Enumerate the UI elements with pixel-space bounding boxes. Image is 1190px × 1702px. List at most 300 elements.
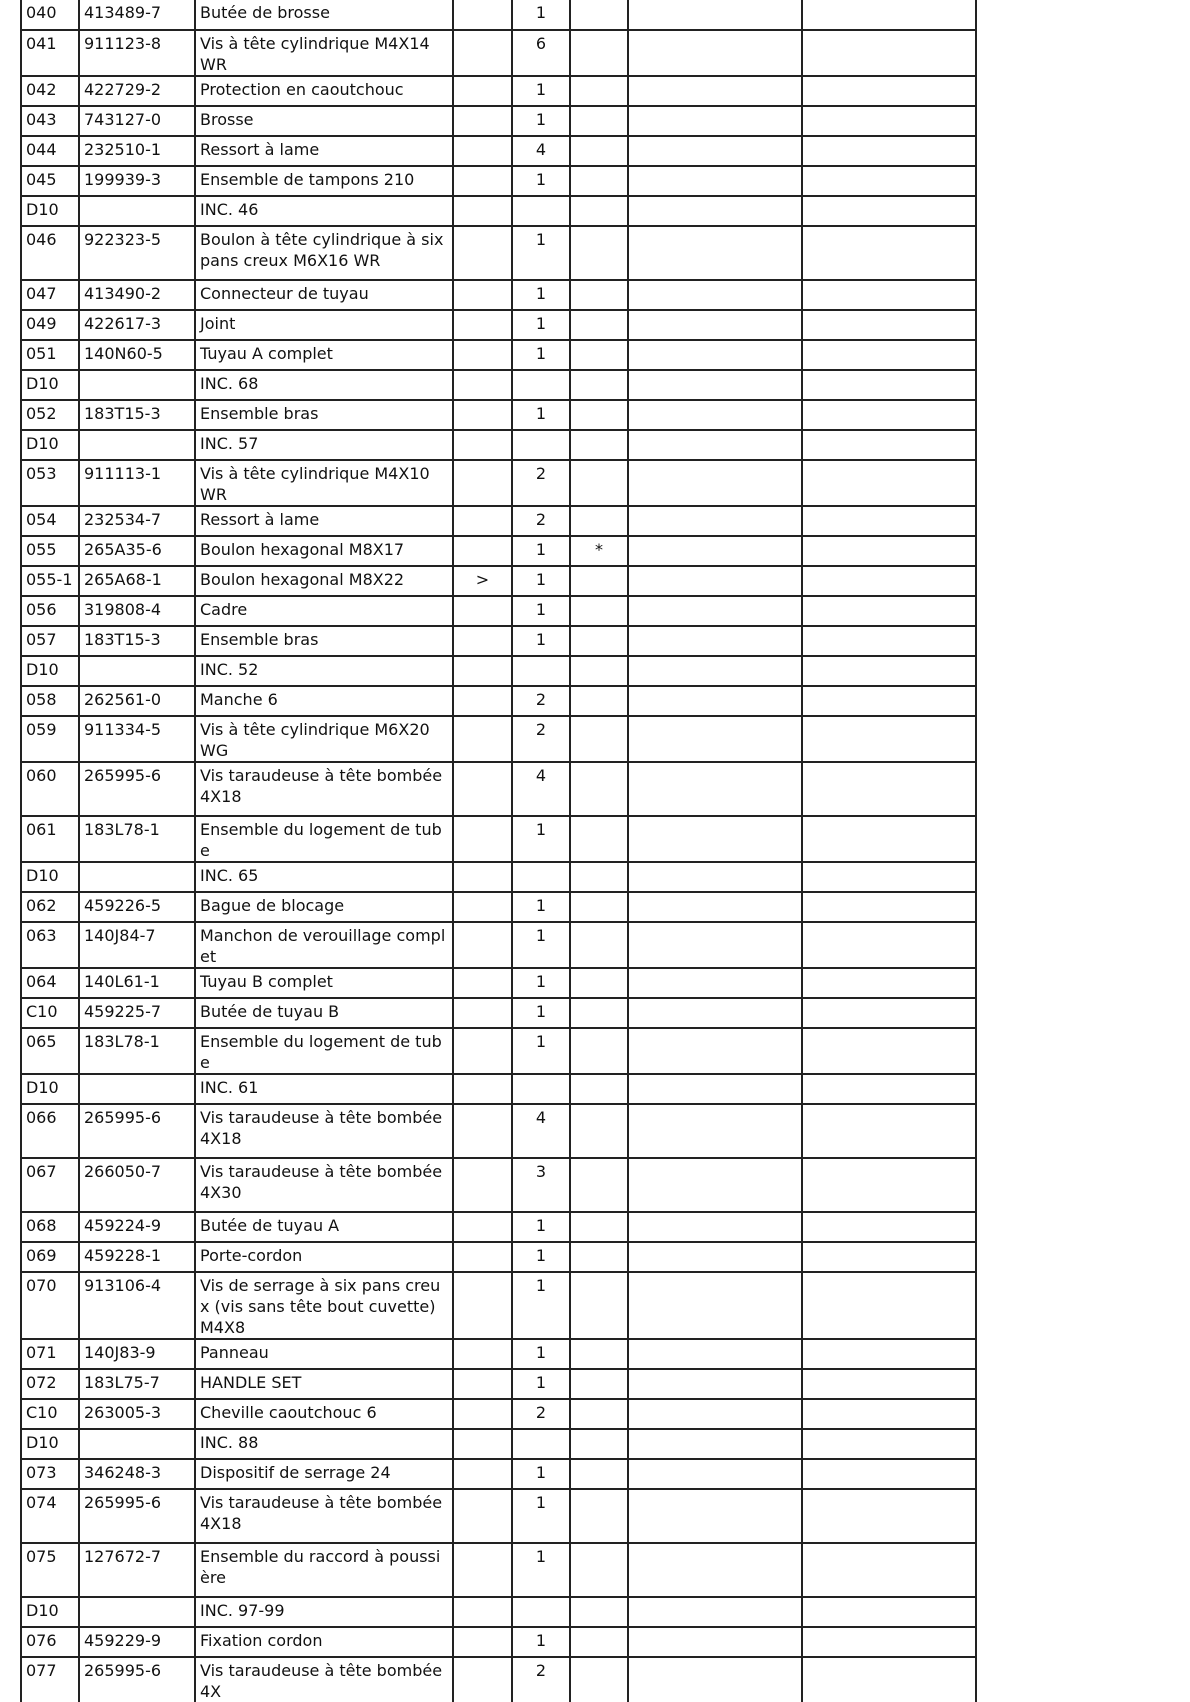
quantity-cell: 6	[512, 30, 570, 76]
quantity-cell: 2	[512, 460, 570, 506]
blank-cell	[802, 762, 976, 816]
description-cell: Porte-cordon	[195, 1242, 453, 1272]
quantity-cell: 1	[512, 1627, 570, 1657]
item-number-cell: 054	[21, 506, 79, 536]
change-indicator-cell	[453, 0, 512, 30]
change-indicator-cell	[453, 280, 512, 310]
change-indicator-cell	[453, 1657, 512, 1702]
item-number-cell: 077	[21, 1657, 79, 1702]
blank-cell	[628, 1543, 802, 1597]
table-row	[21, 106, 976, 136]
table-row	[21, 1028, 976, 1074]
change-indicator-cell	[453, 1028, 512, 1074]
description-cell: Vis taraudeuse à tête bombée 4X18	[195, 1489, 453, 1543]
note-mark-cell	[570, 1104, 628, 1158]
part-number-cell	[79, 862, 195, 892]
blank-cell	[628, 430, 802, 460]
change-indicator-cell	[453, 998, 512, 1028]
description-cell: Ensemble de tampons 210	[195, 166, 453, 196]
blank-cell	[628, 1212, 802, 1242]
change-indicator-cell	[453, 1399, 512, 1429]
change-indicator-cell	[453, 166, 512, 196]
note-mark-cell	[570, 30, 628, 76]
change-indicator-cell	[453, 1489, 512, 1543]
blank-cell	[628, 536, 802, 566]
item-number-cell: 063	[21, 922, 79, 968]
quantity-cell: 1	[512, 76, 570, 106]
description-cell: Ressort à lame	[195, 136, 453, 166]
quantity-cell	[512, 370, 570, 400]
change-indicator-cell	[453, 106, 512, 136]
item-number-cell: 043	[21, 106, 79, 136]
blank-cell	[628, 1657, 802, 1702]
table-row	[21, 1627, 976, 1657]
item-number-cell: D10	[21, 1429, 79, 1459]
description-cell: Ensemble du logement de tube	[195, 816, 453, 862]
item-number-cell: 074	[21, 1489, 79, 1543]
description-cell: Bague de blocage	[195, 892, 453, 922]
note-mark-cell	[570, 0, 628, 30]
note-mark-cell	[570, 136, 628, 166]
description-cell: Tuyau A complet	[195, 340, 453, 370]
quantity-cell: 2	[512, 1399, 570, 1429]
note-mark-cell	[570, 816, 628, 862]
table-row	[21, 566, 976, 596]
table-row	[21, 1543, 976, 1597]
item-number-cell: 055-1	[21, 566, 79, 596]
blank-cell	[802, 968, 976, 998]
parts-list-sheet	[20, 0, 977, 1702]
table-row	[21, 0, 976, 30]
parts-table	[20, 0, 977, 1702]
quantity-cell: 1	[512, 968, 570, 998]
change-indicator-cell	[453, 892, 512, 922]
description-cell: Vis taraudeuse à tête bombée 4X30	[195, 1158, 453, 1212]
blank-cell	[802, 1369, 976, 1399]
quantity-cell	[512, 430, 570, 460]
description-cell: Vis taraudeuse à tête bombée 4X	[195, 1657, 453, 1702]
description-cell: Cheville caoutchouc 6	[195, 1399, 453, 1429]
note-mark-cell	[570, 1272, 628, 1339]
part-number-cell	[79, 1074, 195, 1104]
table-row	[21, 686, 976, 716]
blank-cell	[628, 626, 802, 656]
blank-cell	[802, 536, 976, 566]
change-indicator-cell	[453, 1459, 512, 1489]
blank-cell	[802, 0, 976, 30]
blank-cell	[628, 1242, 802, 1272]
blank-cell	[628, 76, 802, 106]
note-mark-cell	[570, 1399, 628, 1429]
blank-cell	[802, 76, 976, 106]
note-mark-cell	[570, 1429, 628, 1459]
part-number-cell: 911334-5	[79, 716, 195, 762]
quantity-cell: 1	[512, 626, 570, 656]
item-number-cell: 060	[21, 762, 79, 816]
description-cell: Butée de tuyau A	[195, 1212, 453, 1242]
blank-cell	[628, 1399, 802, 1429]
change-indicator-cell	[453, 430, 512, 460]
blank-cell	[628, 1459, 802, 1489]
part-number-cell: 743127-0	[79, 106, 195, 136]
blank-cell	[628, 1158, 802, 1212]
part-number-cell: 913106-4	[79, 1272, 195, 1339]
note-mark-cell	[570, 106, 628, 136]
change-indicator-cell	[453, 1074, 512, 1104]
blank-cell	[802, 310, 976, 340]
table-row	[21, 1657, 976, 1702]
change-indicator-cell	[453, 226, 512, 280]
blank-cell	[802, 1074, 976, 1104]
note-mark-cell	[570, 686, 628, 716]
description-cell: INC. 88	[195, 1429, 453, 1459]
note-mark-cell	[570, 762, 628, 816]
note-mark-cell	[570, 280, 628, 310]
change-indicator-cell	[453, 30, 512, 76]
part-number-cell: 183L75-7	[79, 1369, 195, 1399]
change-indicator-cell	[453, 340, 512, 370]
item-number-cell: 069	[21, 1242, 79, 1272]
part-number-cell: 183T15-3	[79, 626, 195, 656]
note-mark-cell	[570, 76, 628, 106]
quantity-cell	[512, 196, 570, 226]
blank-cell	[802, 686, 976, 716]
quantity-cell: 1	[512, 1272, 570, 1339]
part-number-cell: 140L61-1	[79, 968, 195, 998]
part-number-cell: 183L78-1	[79, 816, 195, 862]
blank-cell	[628, 1597, 802, 1627]
note-mark-cell	[570, 998, 628, 1028]
blank-cell	[802, 1339, 976, 1369]
blank-cell	[802, 226, 976, 280]
part-number-cell: 232510-1	[79, 136, 195, 166]
blank-cell	[628, 686, 802, 716]
description-cell: Protection en caoutchouc	[195, 76, 453, 106]
note-mark-cell	[570, 1074, 628, 1104]
item-number-cell: 041	[21, 30, 79, 76]
note-mark-cell	[570, 1489, 628, 1543]
note-mark-cell	[570, 716, 628, 762]
table-row	[21, 460, 976, 506]
note-mark-cell	[570, 626, 628, 656]
item-number-cell: 059	[21, 716, 79, 762]
table-row	[21, 1272, 976, 1339]
description-cell: Fixation cordon	[195, 1627, 453, 1657]
quantity-cell: 1	[512, 922, 570, 968]
blank-cell	[802, 280, 976, 310]
description-cell: Panneau	[195, 1339, 453, 1369]
quantity-cell: 1	[512, 0, 570, 30]
description-cell: Ensemble du raccord à poussière	[195, 1543, 453, 1597]
table-row	[21, 998, 976, 1028]
quantity-cell	[512, 1074, 570, 1104]
part-number-cell: 413490-2	[79, 280, 195, 310]
blank-cell	[628, 460, 802, 506]
blank-cell	[628, 280, 802, 310]
part-number-cell: 265A35-6	[79, 536, 195, 566]
blank-cell	[802, 1242, 976, 1272]
blank-cell	[802, 166, 976, 196]
change-indicator-cell	[453, 536, 512, 566]
table-row	[21, 1597, 976, 1627]
table-row	[21, 1399, 976, 1429]
table-row	[21, 596, 976, 626]
description-cell: Butée de brosse	[195, 0, 453, 30]
part-number-cell: 266050-7	[79, 1158, 195, 1212]
quantity-cell	[512, 862, 570, 892]
note-mark-cell	[570, 226, 628, 280]
note-mark-cell	[570, 1627, 628, 1657]
table-row	[21, 1369, 976, 1399]
part-number-cell: 263005-3	[79, 1399, 195, 1429]
quantity-cell: 1	[512, 536, 570, 566]
table-row	[21, 280, 976, 310]
description-cell: Ensemble bras	[195, 626, 453, 656]
blank-cell	[628, 310, 802, 340]
table-row	[21, 136, 976, 166]
item-number-cell: D10	[21, 656, 79, 686]
change-indicator-cell	[453, 596, 512, 626]
item-number-cell: 075	[21, 1543, 79, 1597]
parts-table-body	[21, 0, 976, 1702]
table-row	[21, 196, 976, 226]
change-indicator-cell	[453, 1104, 512, 1158]
blank-cell	[802, 1489, 976, 1543]
table-row	[21, 1158, 976, 1212]
item-number-cell: 047	[21, 280, 79, 310]
blank-cell	[802, 626, 976, 656]
quantity-cell: 2	[512, 716, 570, 762]
description-cell: INC. 65	[195, 862, 453, 892]
description-cell: Ensemble bras	[195, 400, 453, 430]
change-indicator-cell	[453, 196, 512, 226]
description-cell: Dispositif de serrage 24	[195, 1459, 453, 1489]
part-number-cell: 199939-3	[79, 166, 195, 196]
blank-cell	[628, 506, 802, 536]
part-number-cell: 265995-6	[79, 1657, 195, 1702]
blank-cell	[802, 430, 976, 460]
part-number-cell: 183L78-1	[79, 1028, 195, 1074]
table-row	[21, 816, 976, 862]
description-cell: Cadre	[195, 596, 453, 626]
quantity-cell: 4	[512, 136, 570, 166]
change-indicator-cell	[453, 1158, 512, 1212]
table-row	[21, 1489, 976, 1543]
blank-cell	[802, 862, 976, 892]
note-mark-cell	[570, 166, 628, 196]
part-number-cell: 265995-6	[79, 1489, 195, 1543]
blank-cell	[628, 1272, 802, 1339]
quantity-cell: 1	[512, 816, 570, 862]
note-mark-cell	[570, 1597, 628, 1627]
blank-cell	[802, 136, 976, 166]
change-indicator-cell	[453, 1242, 512, 1272]
blank-cell	[628, 1489, 802, 1543]
table-row	[21, 1242, 976, 1272]
note-mark-cell	[570, 400, 628, 430]
change-indicator-cell: >	[453, 566, 512, 596]
note-mark-cell	[570, 566, 628, 596]
description-cell: Vis de serrage à six pans creux (vis sans tête bout cuvette) M4X8	[195, 1272, 453, 1339]
description-cell: Vis taraudeuse à tête bombée 4X18	[195, 762, 453, 816]
quantity-cell: 1	[512, 1242, 570, 1272]
item-number-cell: D10	[21, 370, 79, 400]
blank-cell	[802, 1657, 976, 1702]
blank-cell	[802, 1212, 976, 1242]
blank-cell	[628, 226, 802, 280]
quantity-cell	[512, 1429, 570, 1459]
blank-cell	[802, 460, 976, 506]
blank-cell	[802, 716, 976, 762]
blank-cell	[628, 716, 802, 762]
description-cell: Joint	[195, 310, 453, 340]
blank-cell	[628, 106, 802, 136]
table-row	[21, 922, 976, 968]
blank-cell	[802, 106, 976, 136]
part-number-cell	[79, 1597, 195, 1627]
item-number-cell: 049	[21, 310, 79, 340]
change-indicator-cell	[453, 1339, 512, 1369]
description-cell: INC. 52	[195, 656, 453, 686]
note-mark-cell	[570, 1369, 628, 1399]
blank-cell	[628, 656, 802, 686]
part-number-cell: 459225-7	[79, 998, 195, 1028]
change-indicator-cell	[453, 460, 512, 506]
change-indicator-cell	[453, 370, 512, 400]
part-number-cell: 922323-5	[79, 226, 195, 280]
quantity-cell: 1	[512, 1369, 570, 1399]
item-number-cell: D10	[21, 1597, 79, 1627]
note-mark-cell	[570, 340, 628, 370]
quantity-cell: 1	[512, 1459, 570, 1489]
table-row	[21, 862, 976, 892]
description-cell: Ressort à lame	[195, 506, 453, 536]
item-number-cell: 064	[21, 968, 79, 998]
quantity-cell: 1	[512, 1028, 570, 1074]
part-number-cell: 265995-6	[79, 1104, 195, 1158]
part-number-cell: 183T15-3	[79, 400, 195, 430]
note-mark-cell	[570, 1158, 628, 1212]
quantity-cell: 1	[512, 1543, 570, 1597]
blank-cell	[802, 998, 976, 1028]
table-row	[21, 762, 976, 816]
description-cell: Tuyau B complet	[195, 968, 453, 998]
change-indicator-cell	[453, 1369, 512, 1399]
part-number-cell	[79, 1429, 195, 1459]
change-indicator-cell	[453, 816, 512, 862]
description-cell: HANDLE SET	[195, 1369, 453, 1399]
blank-cell	[628, 1627, 802, 1657]
description-cell: INC. 46	[195, 196, 453, 226]
description-cell: Vis taraudeuse à tête bombée 4X18	[195, 1104, 453, 1158]
blank-cell	[802, 892, 976, 922]
note-mark-cell	[570, 1459, 628, 1489]
part-number-cell: 422729-2	[79, 76, 195, 106]
table-row	[21, 536, 976, 566]
change-indicator-cell	[453, 1429, 512, 1459]
part-number-cell: 127672-7	[79, 1543, 195, 1597]
change-indicator-cell	[453, 1272, 512, 1339]
note-mark-cell	[570, 1339, 628, 1369]
table-row	[21, 76, 976, 106]
quantity-cell	[512, 656, 570, 686]
blank-cell	[628, 370, 802, 400]
quantity-cell: 4	[512, 762, 570, 816]
part-number-cell: 422617-3	[79, 310, 195, 340]
change-indicator-cell	[453, 862, 512, 892]
note-mark-cell	[570, 892, 628, 922]
table-row	[21, 30, 976, 76]
table-row	[21, 626, 976, 656]
description-cell: Brosse	[195, 106, 453, 136]
blank-cell	[802, 656, 976, 686]
change-indicator-cell	[453, 1597, 512, 1627]
table-row	[21, 1074, 976, 1104]
item-number-cell: 051	[21, 340, 79, 370]
blank-cell	[628, 30, 802, 76]
quantity-cell: 1	[512, 998, 570, 1028]
item-number-cell: C10	[21, 1399, 79, 1429]
blank-cell	[802, 506, 976, 536]
item-number-cell: 061	[21, 816, 79, 862]
note-mark-cell	[570, 1028, 628, 1074]
change-indicator-cell	[453, 626, 512, 656]
item-number-cell: D10	[21, 862, 79, 892]
quantity-cell: 1	[512, 280, 570, 310]
description-cell: Connecteur de tuyau	[195, 280, 453, 310]
description-cell: Vis à tête cylindrique M4X14 WR	[195, 30, 453, 76]
item-number-cell: 068	[21, 1212, 79, 1242]
blank-cell	[628, 1104, 802, 1158]
table-row	[21, 430, 976, 460]
quantity-cell: 1	[512, 310, 570, 340]
blank-cell	[802, 816, 976, 862]
part-number-cell	[79, 196, 195, 226]
item-number-cell: 062	[21, 892, 79, 922]
quantity-cell: 1	[512, 596, 570, 626]
quantity-cell: 2	[512, 1657, 570, 1702]
item-number-cell: D10	[21, 196, 79, 226]
table-row	[21, 340, 976, 370]
table-row	[21, 1339, 976, 1369]
blank-cell	[628, 166, 802, 196]
item-number-cell: 045	[21, 166, 79, 196]
blank-cell	[628, 196, 802, 226]
blank-cell	[628, 892, 802, 922]
quantity-cell: 1	[512, 400, 570, 430]
description-cell: Vis à tête cylindrique M4X10 WR	[195, 460, 453, 506]
description-cell: Manchon de verouillage complet	[195, 922, 453, 968]
change-indicator-cell	[453, 76, 512, 106]
item-number-cell: 058	[21, 686, 79, 716]
change-indicator-cell	[453, 506, 512, 536]
blank-cell	[628, 1429, 802, 1459]
item-number-cell: 040	[21, 0, 79, 30]
blank-cell	[802, 1272, 976, 1339]
item-number-cell: 046	[21, 226, 79, 280]
blank-cell	[802, 196, 976, 226]
description-cell: Vis à tête cylindrique M6X20 WG	[195, 716, 453, 762]
part-number-cell: 232534-7	[79, 506, 195, 536]
part-number-cell: 413489-7	[79, 0, 195, 30]
note-mark-cell	[570, 968, 628, 998]
change-indicator-cell	[453, 136, 512, 166]
blank-cell	[802, 30, 976, 76]
change-indicator-cell	[453, 310, 512, 340]
part-number-cell: 911123-8	[79, 30, 195, 76]
quantity-cell: 1	[512, 1339, 570, 1369]
table-row	[21, 1429, 976, 1459]
